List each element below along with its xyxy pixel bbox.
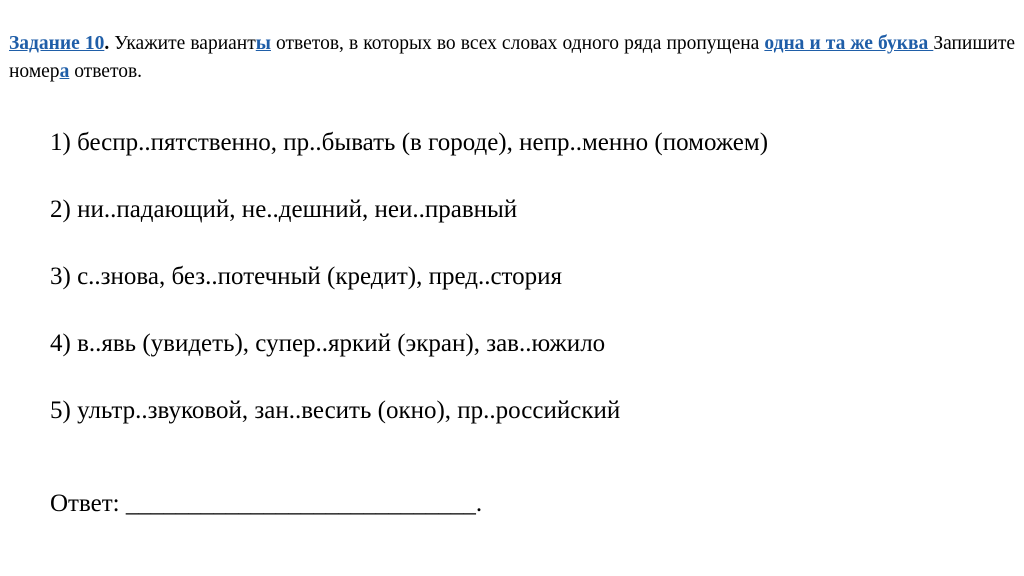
option-4: 4) в..явь (увидеть), супер..яркий (экран), зав..южило	[50, 330, 606, 357]
task-instruction	[9, 30, 1015, 86]
task-number-dot: .	[104, 33, 110, 54]
option-3: 3) с..знова, без..потечный (кредит), пред..стория	[50, 263, 563, 290]
instruction-highlight-2: одна и та же буква	[764, 33, 934, 54]
answer-end: .	[475, 490, 483, 517]
instruction-text-4: ответов.	[69, 61, 143, 82]
instruction-highlight-3: а	[59, 61, 70, 82]
answer-blank[interactable]: ____________________________	[125, 490, 476, 517]
option-1: 1) беспр..пятственно, пр..бывать (в городе), непр..менно (поможем)	[50, 129, 769, 156]
instruction-highlight-1: ы	[255, 33, 271, 54]
instruction-text-2: ответов, в которых во всех словах одного ряда пропущена	[270, 33, 765, 54]
answer-label: Ответ:	[50, 490, 120, 517]
instruction-text-3: Запишите номер	[9, 33, 1015, 82]
option-2: 2) ни..падающий, не..дешний, неи..правный	[50, 196, 518, 223]
task-number-label: Задание 10	[9, 33, 105, 54]
instruction-text-1: Укажите вариант	[109, 33, 256, 54]
option-5: 5) ультр..звуковой, зан..весить (окно), пр..российский	[50, 397, 621, 424]
answer-row	[50, 487, 482, 521]
